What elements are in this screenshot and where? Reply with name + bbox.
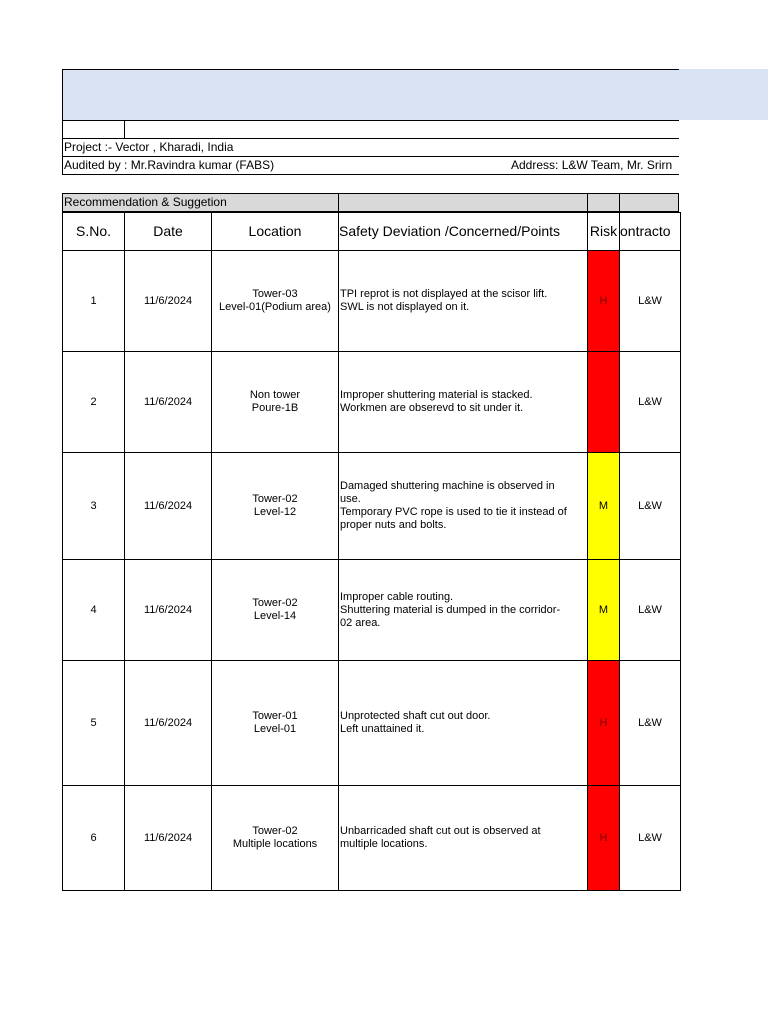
grid-line	[338, 194, 339, 211]
cell-date: 11/6/2024	[125, 352, 212, 453]
cell-contractor: L&W	[620, 453, 681, 560]
cell-observation	[339, 251, 588, 352]
observation-line: Unbarricaded shaft cut out is observed at	[340, 825, 541, 837]
location-line: Level-01(Podium area)	[219, 301, 331, 313]
cell-contractor: L&W	[620, 251, 681, 352]
observation-line: proper nuts and bolts.	[340, 519, 447, 531]
cell-date: 11/6/2024	[125, 453, 212, 560]
cell-location	[212, 661, 339, 786]
observation-line: Temporary PVC rope is used to tie it instead of	[340, 506, 567, 518]
grid-line	[62, 138, 679, 139]
observation-line: 02 area.	[340, 616, 381, 629]
table-header-row	[63, 213, 681, 251]
grid-line	[62, 120, 63, 174]
location-line: Level-01	[253, 723, 297, 735]
cell-observation	[339, 352, 588, 453]
table-row	[63, 560, 681, 661]
col-header-contractor: ontracto	[620, 213, 681, 251]
audit-table	[62, 212, 681, 891]
cell-contractor: L&W	[620, 352, 681, 453]
observation-line: use.	[340, 493, 361, 505]
cell-risk: H	[588, 661, 620, 786]
cell-observation	[339, 661, 588, 786]
location-line: Tower-02	[252, 597, 298, 609]
cell-contractor: L&W	[620, 560, 681, 661]
observation-line: Improper cable routing.	[340, 590, 454, 603]
grid-line	[124, 120, 125, 138]
cell-observation	[339, 786, 588, 891]
observation-line: Workmen are obserevd to sit under it.	[340, 402, 524, 414]
cell-location	[212, 453, 339, 560]
cell-risk: H	[588, 786, 620, 891]
cell-sno: 4	[63, 560, 125, 661]
observation-line: Improper shuttering material is stacked.	[340, 389, 533, 401]
project-info: Project :- Vector , Kharadi, India	[64, 140, 234, 154]
cell-sno: 1	[63, 251, 125, 352]
location-line: Tower-03	[252, 288, 298, 300]
location-line: Non tower	[249, 389, 301, 401]
observation-line: Unprotected shaft cut out door.	[340, 710, 491, 722]
observation-line: Shuttering material is dumped in the corridor-	[340, 603, 561, 616]
cell-risk	[588, 352, 620, 453]
location-line: Tower-02	[252, 493, 298, 505]
col-header-deviation: Safety Deviation /Concerned/Points	[339, 213, 588, 251]
cell-risk: M	[588, 453, 620, 560]
table-row	[63, 453, 681, 560]
col-header-location: Location	[212, 213, 339, 251]
cell-observation	[339, 560, 588, 661]
audited-by: Audited by : Mr.Ravindra kumar (FABS)	[64, 158, 275, 172]
cell-sno: 5	[63, 661, 125, 786]
address-info: Address: L&W Team, Mr. Srirn	[511, 158, 673, 172]
grid-line	[619, 194, 620, 211]
col-header-risk: Risk	[588, 213, 620, 251]
cell-location	[212, 251, 339, 352]
observation-line: multiple locations.	[340, 838, 428, 850]
cell-location	[212, 352, 339, 453]
cell-risk: H	[588, 251, 620, 352]
location-line: Tower-02	[252, 825, 298, 837]
observation-line: Left unattained it.	[340, 723, 425, 735]
col-header-date: Date	[125, 213, 212, 251]
cell-contractor: L&W	[620, 661, 681, 786]
observation-line: Damaged shuttering machine is observed in	[340, 480, 555, 492]
cell-date: 11/6/2024	[125, 560, 212, 661]
cell-date: 11/6/2024	[125, 251, 212, 352]
cell-observation	[339, 453, 588, 560]
col-header-sno: S.No.	[63, 213, 125, 251]
grid-line	[62, 174, 679, 175]
grid-line	[62, 156, 679, 157]
grid-line	[587, 194, 588, 211]
cell-sno: 2	[63, 352, 125, 453]
location-line: Multiple locations	[232, 838, 318, 850]
cell-date: 11/6/2024	[125, 661, 212, 786]
table-row	[63, 251, 681, 352]
title-band-border	[62, 69, 679, 120]
location-line: Poure-1B	[251, 402, 299, 414]
observation-line: SWL is not displayed on it.	[340, 301, 470, 313]
cell-sno: 3	[63, 453, 125, 560]
location-line: Tower-01	[252, 710, 298, 722]
location-line: Level-12	[253, 506, 297, 518]
cell-contractor: L&W	[620, 786, 681, 891]
cell-location	[212, 560, 339, 661]
location-line: Level-14	[253, 610, 297, 622]
cell-risk: M	[588, 560, 620, 661]
section-heading-row	[62, 193, 679, 212]
section-heading: Recommendation & Suggetion	[64, 195, 227, 209]
table-row	[63, 352, 681, 453]
table-row	[63, 661, 681, 786]
grid-line	[62, 120, 679, 121]
cell-location	[212, 786, 339, 891]
table-row	[63, 786, 681, 891]
cell-date: 11/6/2024	[125, 786, 212, 891]
observation-line: TPI reprot is not displayed at the scisor lift.	[340, 288, 548, 300]
cell-sno: 6	[63, 786, 125, 891]
